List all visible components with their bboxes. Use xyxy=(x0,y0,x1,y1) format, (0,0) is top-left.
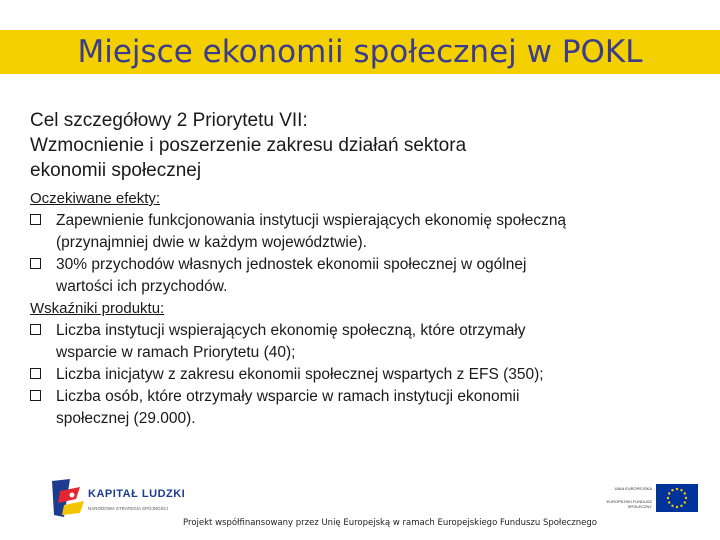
eu-logo-text-top: UNIA EUROPEJSKA xyxy=(614,486,652,491)
indicator-item-line-1: Liczba instytucji wspierających ekonomię społeczną, które otrzymały xyxy=(56,322,526,339)
checkbox-bullet-icon xyxy=(30,214,41,225)
kapital-ludzki-emblem-icon xyxy=(50,477,86,519)
checkbox-bullet-icon xyxy=(30,258,41,269)
effect-item-line-1: Zapewnienie funkcjonowania instytucji wspierających ekonomię społeczną xyxy=(56,212,567,229)
effect-item-line-2: wartości ich przychodów. xyxy=(56,278,228,295)
footer xyxy=(0,470,720,540)
cofinancing-note: Projekt współfinansowany przez Unię Europejską w ramach Europejskiego Funduszu Społecznego xyxy=(183,518,597,528)
indicator-item xyxy=(30,364,710,386)
indicator-item-line-2: społecznej (29.000). xyxy=(56,410,196,427)
goal-line-3: ekonomii społecznej xyxy=(30,160,202,181)
eu-logo xyxy=(590,482,700,514)
effect-item-line-1: 30% przychodów własnych jednostek ekonomii społecznej w ogólnej xyxy=(56,256,527,273)
eu-flag-icon xyxy=(656,484,698,512)
indicator-item xyxy=(30,386,710,430)
goal-line-2: Wzmocnienie i poszerzenie zakresu działań sektora xyxy=(30,135,467,156)
indicator-item-line-1: Liczba osób, które otrzymały wsparcie w ramach instytucji ekonomii xyxy=(56,388,520,405)
effect-item-line-2: (przynajmniej dwie w każdym województwie). xyxy=(56,234,367,251)
slide-content xyxy=(30,108,710,430)
checkbox-bullet-icon xyxy=(30,368,41,379)
kapital-ludzki-logo-text: KAPITAŁ LUDZKI xyxy=(88,488,186,500)
indicator-item xyxy=(30,320,710,364)
checkbox-bullet-icon xyxy=(30,324,41,335)
indicators-heading: Wskaźniki produktu: xyxy=(30,300,165,317)
effect-item xyxy=(30,210,710,254)
indicator-item-line-2: wsparcie w ramach Priorytetu (40); xyxy=(56,344,296,361)
slide-title: Miejsce ekonomii społecznej w POKL xyxy=(77,34,643,70)
effect-item xyxy=(30,254,710,298)
checkbox-bullet-icon xyxy=(30,390,41,401)
expected-effects-heading: Oczekiwane efekty: xyxy=(30,190,161,207)
kapital-ludzki-logo xyxy=(50,477,210,519)
kapital-ludzki-logo-subtext: NARODOWA STRATEGIA SPÓJNOŚCI xyxy=(88,506,169,511)
eu-logo-text-bottom: EUROPEJSKI FUNDUSZ SPOŁECZNY xyxy=(606,499,652,509)
indicator-item-line-1: Liczba inicjatyw z zakresu ekonomii społecznej wspartych z EFS (350); xyxy=(56,366,544,383)
goal-line-1: Cel szczegółowy 2 Priorytetu VII: xyxy=(30,110,308,131)
